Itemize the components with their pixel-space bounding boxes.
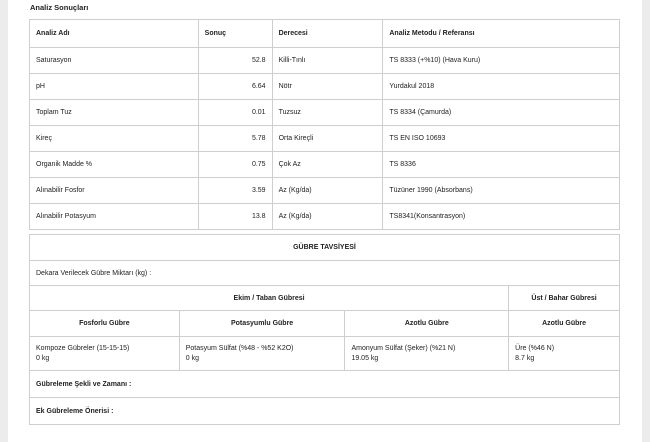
analysis-value: 3.59 xyxy=(198,178,272,204)
analysis-results-table xyxy=(29,19,620,230)
column-nitrogen: Azotlu Gübre xyxy=(345,311,509,337)
analysis-name: Alınabilir Potasyum xyxy=(30,204,199,230)
fertilizer-group-row xyxy=(30,286,620,311)
fertilizer-product: Amonyum Sülfat (Şeker) (%21 N) xyxy=(351,344,456,352)
fertilizer-extra-row xyxy=(30,398,620,425)
analysis-value: 6.64 xyxy=(198,74,272,100)
analysis-degree: Tuzsuz xyxy=(272,100,383,126)
header-analysis-name: Analiz Adı xyxy=(30,20,199,48)
analysis-value: 0.01 xyxy=(198,100,272,126)
fertilizer-amount: 19.05 kg xyxy=(351,354,379,362)
table-row xyxy=(30,178,620,204)
section-title: Analiz Sonuçları xyxy=(30,3,89,12)
analysis-name: Organik Madde % xyxy=(30,152,199,178)
fertilizer-cell xyxy=(30,337,180,371)
analysis-value: 52.8 xyxy=(198,48,272,74)
analysis-value: 13.8 xyxy=(198,204,272,230)
fertilizer-cell xyxy=(345,337,509,371)
analysis-method: TS8341(Konsantrasyon) xyxy=(383,204,620,230)
analysis-value: 0.75 xyxy=(198,152,272,178)
analysis-name: Toplam Tuz xyxy=(30,100,199,126)
fertilizer-extra-label: Ek Gübreleme Önerisi : xyxy=(30,398,620,425)
column-phosphorus: Fosforlu Gübre xyxy=(30,311,180,337)
analysis-degree: Az (Kg/da) xyxy=(272,204,383,230)
table-row xyxy=(30,74,620,100)
table-row xyxy=(30,152,620,178)
report-page xyxy=(8,0,642,442)
analysis-degree: Az (Kg/da) xyxy=(272,178,383,204)
table-row xyxy=(30,48,620,74)
fertilizer-title-row xyxy=(30,235,620,261)
fertilizer-product: Potasyum Sülfat (%48 - %52 K2O) xyxy=(185,344,294,352)
fertilizer-recommendation-table xyxy=(29,234,620,425)
header-result: Sonuç xyxy=(198,20,272,48)
analysis-method: Tüzüner 1990 (Absorbans) xyxy=(383,178,620,204)
fertilizer-method-row xyxy=(30,371,620,398)
fertilizer-title: GÜBRE TAVSİYESİ xyxy=(30,235,620,261)
fertilizer-columns-row xyxy=(30,311,620,337)
analysis-degree: Orta Kireçli xyxy=(272,126,383,152)
fertilizer-amount: 8.7 kg xyxy=(515,354,535,362)
analysis-method: TS EN ISO 10693 xyxy=(383,126,620,152)
analysis-method: Yurdakul 2018 xyxy=(383,74,620,100)
fertilizer-values-row xyxy=(30,337,620,371)
analysis-degree: Killi-Tınlı xyxy=(272,48,383,74)
fertilizer-cell xyxy=(179,337,345,371)
analysis-name: pH xyxy=(30,74,199,100)
analysis-value: 5.78 xyxy=(198,126,272,152)
fertilizer-cell xyxy=(509,337,620,371)
fertilizer-product: Üre (%46 N) xyxy=(515,344,555,352)
analysis-method: TS 8336 xyxy=(383,152,620,178)
analysis-method: TS 8334 (Çamurda) xyxy=(383,100,620,126)
table-row xyxy=(30,100,620,126)
fertilizer-amount: 0 kg xyxy=(185,354,199,362)
table-row xyxy=(30,204,620,230)
table-row xyxy=(30,126,620,152)
analysis-degree: Nötr xyxy=(272,74,383,100)
analysis-degree: Çok Az xyxy=(272,152,383,178)
fertilizer-method-label: Gübreleme Şekli ve Zamanı : xyxy=(30,371,620,398)
header-method: Analiz Metodu / Referansı xyxy=(383,20,620,48)
group-base-fertilizer: Ekim / Taban Gübresi xyxy=(30,286,509,311)
header-degree: Derecesi xyxy=(272,20,383,48)
analysis-method: TS 8333 (+%10) (Hava Kuru) xyxy=(383,48,620,74)
group-top-fertilizer: Üst / Bahar Gübresi xyxy=(509,286,620,311)
fertilizer-product: Kompoze Gübreler (15-15-15) xyxy=(36,344,130,352)
fertilizer-amount-row xyxy=(30,261,620,286)
fertilizer-amount-label: Dekara Verilecek Gübre Miktarı (kg) : xyxy=(30,261,620,286)
analysis-name: Saturasyon xyxy=(30,48,199,74)
column-potassium: Potasyumlu Gübre xyxy=(179,311,345,337)
fertilizer-amount: 0 kg xyxy=(36,354,50,362)
column-nitrogen-top: Azotlu Gübre xyxy=(509,311,620,337)
analysis-name: Alınabilir Fosfor xyxy=(30,178,199,204)
table-header-row xyxy=(30,20,620,48)
analysis-name: Kireç xyxy=(30,126,199,152)
